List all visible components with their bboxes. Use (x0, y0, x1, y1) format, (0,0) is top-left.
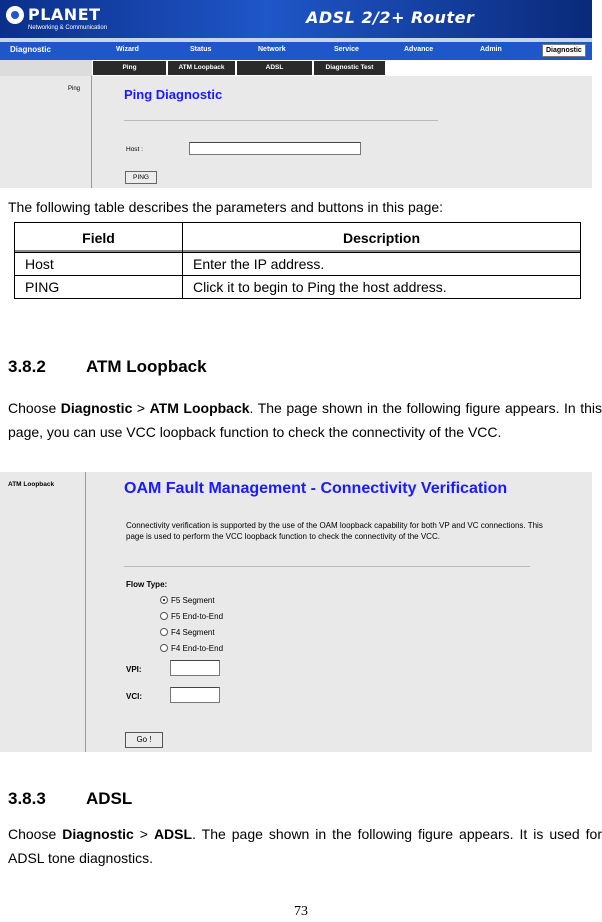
menu-path-atm-loopback: ATM Loopback (149, 400, 250, 416)
tab-ping[interactable]: Ping (93, 61, 167, 75)
vci-label: VCI: (126, 692, 142, 701)
radio-icon[interactable] (160, 612, 168, 620)
sidebar (0, 472, 86, 752)
nav-item-service[interactable]: Service (334, 46, 359, 53)
oam-screenshot (0, 472, 592, 752)
logo-tagline: Networking & Communication (28, 25, 108, 31)
ping-button[interactable]: PING (125, 171, 157, 184)
table-row (15, 253, 581, 276)
sidebar-item-ping[interactable]: Ping (68, 86, 81, 92)
column-header-description: Description (183, 223, 581, 253)
sub-nav-spacer (0, 60, 92, 76)
table-cell-description: Enter the IP address. (183, 253, 581, 276)
radio-icon[interactable] (160, 644, 168, 652)
nav-item-diagnostic[interactable]: Diagnostic (542, 44, 586, 57)
router-banner (0, 0, 592, 38)
radio-icon[interactable] (160, 628, 168, 636)
sidebar-item-atm-loopback[interactable]: ATM Loopback (8, 481, 55, 488)
table-cell-description: Click it to begin to Ping the host address. (183, 276, 581, 299)
flow-type-label: Flow Type: (126, 580, 168, 589)
section-title: ATM Loopback (86, 357, 207, 376)
section-paragraph: Choose Diagnostic > ATM Loopback. The page shown in the following figure appears. In this page, you can use VCC loopback function to check the connectivity of the VCC. (8, 400, 602, 440)
table-intro: The following table describes the parameters and buttons in this page: (8, 199, 444, 215)
table-cell-field: Host (15, 253, 183, 276)
sub-nav (0, 60, 592, 76)
nav-item-network[interactable]: Network (258, 46, 286, 53)
page-description: Connectivity verification is supported by the use of the OAM loopback capability for both VP and VC connections. This page is used to perform the VCC loopback function to check the connectivity of the VCC. (126, 521, 543, 541)
parameters-table (14, 222, 581, 299)
vpi-input[interactable] (170, 660, 220, 676)
section-title: ADSL (86, 789, 133, 808)
nav-item-advance[interactable]: Advance (404, 46, 434, 53)
section-paragraph: Choose Diagnostic > ADSL. The page shown in the following figure appears. It is used for ADSL tone diagnostics. (8, 826, 602, 866)
menu-path-adsl: ADSL (153, 826, 193, 842)
sidebar (0, 76, 92, 188)
tab-adsl[interactable]: ADSL (237, 61, 313, 75)
menu-path-diagnostic: Diagnostic (60, 400, 133, 416)
nav-section-label: Diagnostic (10, 45, 51, 54)
host-input[interactable] (189, 142, 361, 155)
host-label: Host : (126, 146, 143, 153)
planet-logo-icon (6, 6, 24, 24)
main-nav (0, 42, 592, 60)
section-number: 3.8.3 (8, 789, 46, 808)
go-button[interactable]: Go ! (125, 732, 163, 748)
table-header-row (15, 223, 581, 253)
flow-option-f5-end-to-end[interactable]: F5 End-to-End (160, 612, 223, 621)
flow-option-f4-segment[interactable]: F4 Segment (160, 628, 215, 637)
section-heading-atm-loopback (8, 357, 207, 377)
nav-item-admin[interactable]: Admin (480, 46, 502, 53)
divider (124, 566, 530, 567)
tab-atm-loopback[interactable]: ATM Loopback (168, 61, 236, 75)
vpi-label: VPI: (126, 665, 142, 674)
vci-input[interactable] (170, 687, 220, 703)
table-row (15, 276, 581, 299)
tab-diagnostic-test[interactable]: Diagnostic Test (314, 61, 386, 75)
product-name: ADSL 2/2+ Router (306, 8, 475, 27)
nav-item-wizard[interactable]: Wizard (116, 46, 139, 53)
page-title: Ping Diagnostic (124, 87, 223, 102)
divider (124, 120, 438, 121)
ping-diagnostic-screenshot (0, 0, 592, 188)
flow-option-f4-end-to-end[interactable]: F4 End-to-End (160, 644, 223, 653)
nav-item-status[interactable]: Status (190, 46, 212, 53)
table-cell-field: PING (15, 276, 183, 299)
menu-path-diagnostic: Diagnostic (62, 826, 134, 842)
page-title: OAM Fault Management - Connectivity Verification (124, 480, 508, 497)
section-heading-adsl (8, 789, 132, 809)
flow-option-f5-segment[interactable]: F5 Segment (160, 596, 215, 605)
column-header-field: Field (15, 223, 183, 253)
planet-logo (6, 4, 108, 34)
page-number: 73 (294, 904, 308, 919)
radio-selected-icon[interactable] (160, 596, 168, 604)
section-number: 3.8.2 (8, 357, 46, 376)
logo-brand: PLANET (28, 5, 101, 24)
